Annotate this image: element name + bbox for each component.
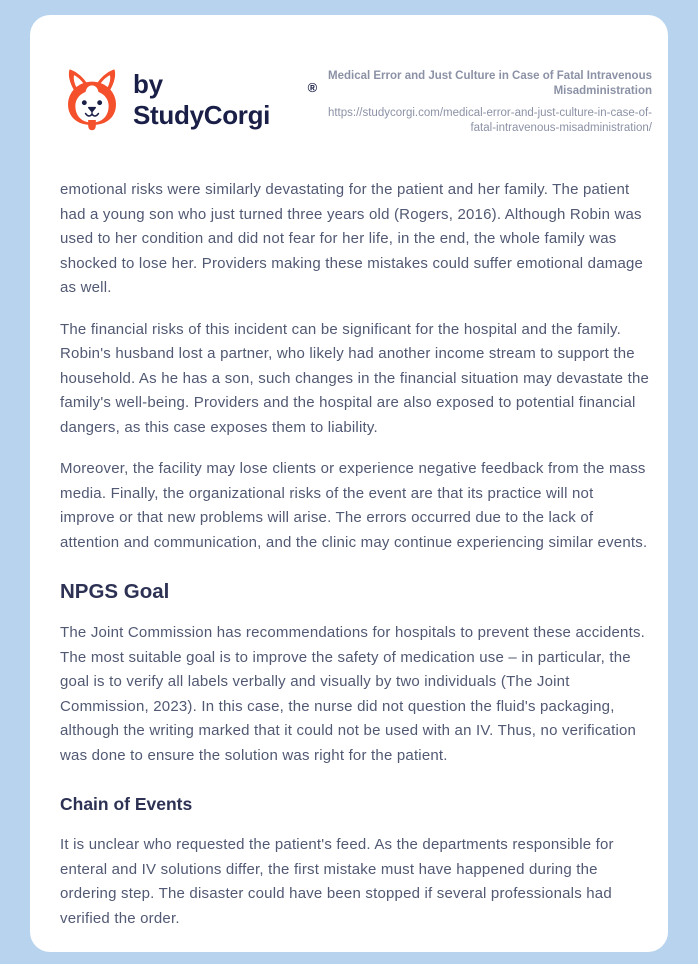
document-title: Medical Error and Just Culture in Case of Fatal Intravenous Misadministration [328,70,652,97]
paragraph-npgs-goal: The Joint Commission has recommendations for hospitals to prevent these accidents. The most suitable goal is to improve the safety of medication use – in particular, the goal is to verify all labels verbally and visually by two individuals (The Joint Commission, 2023). In this case, the nurse did not question the fluid's packaging, although the writing marked that it could not be used with an IV. Thus, no verification was done to ensure the solution was right for the patient. [60,624,646,764]
paragraph-chain-of-events: It is unclear who requested the patient's feed. As the departments responsible for enteral and IV solutions differ, the first mistake must have happened during the ordering step. The disaster could have been stopped if several professionals had verified the order. [60,836,614,927]
brand-text: by StudyCorgi [133,68,271,130]
studycorgi-logo[interactable] [60,66,317,133]
paragraph-emotional-risks: emotional risks were similarly devastating for the patient and her family. The patient had a young son who just turned three years old (Rogers, 2016). Although Robin was used to her condition and did not fear for her life, in the end, the whole family was shocked to lose her. Providers making these mistakes could suffer emotional damage as well. [60,181,644,296]
registered-trademark-icon: ® [307,80,318,95]
paragraph-financial-risks: The financial risks of this incident can be significant for the hospital and the family. Robin's husband lost a partner, who likely had another income stream to support the household. As he has a son, such changes in the financial situation may devastate the family's well-being. Providers and the hospital are also exposed to potential financial dangers, as this case exposes them to liability. [60,320,650,436]
paragraph-organizational-risks: Moreover, the facility may lose clients or experience negative feedback from the mass media. Finally, the organizational risks of the event are that its practice will not improve or that new problems will arise. The errors occurred due to the lack of attention and communication, and the clinic may continue experiencing similar events. [60,460,648,551]
document-card [30,15,668,952]
heading-npgs-goal: NPGS Goal [60,580,170,603]
article-body [60,178,652,931]
document-header [60,66,652,136]
heading-chain-of-events: Chain of Events [60,794,193,814]
document-url-link[interactable]: https://studycorgi.com/medical-error-and-just-culture-in-case-of-fatal-intravenous-misadministration/ [327,107,652,134]
corgi-face-icon [60,66,124,133]
document-meta [317,69,652,136]
